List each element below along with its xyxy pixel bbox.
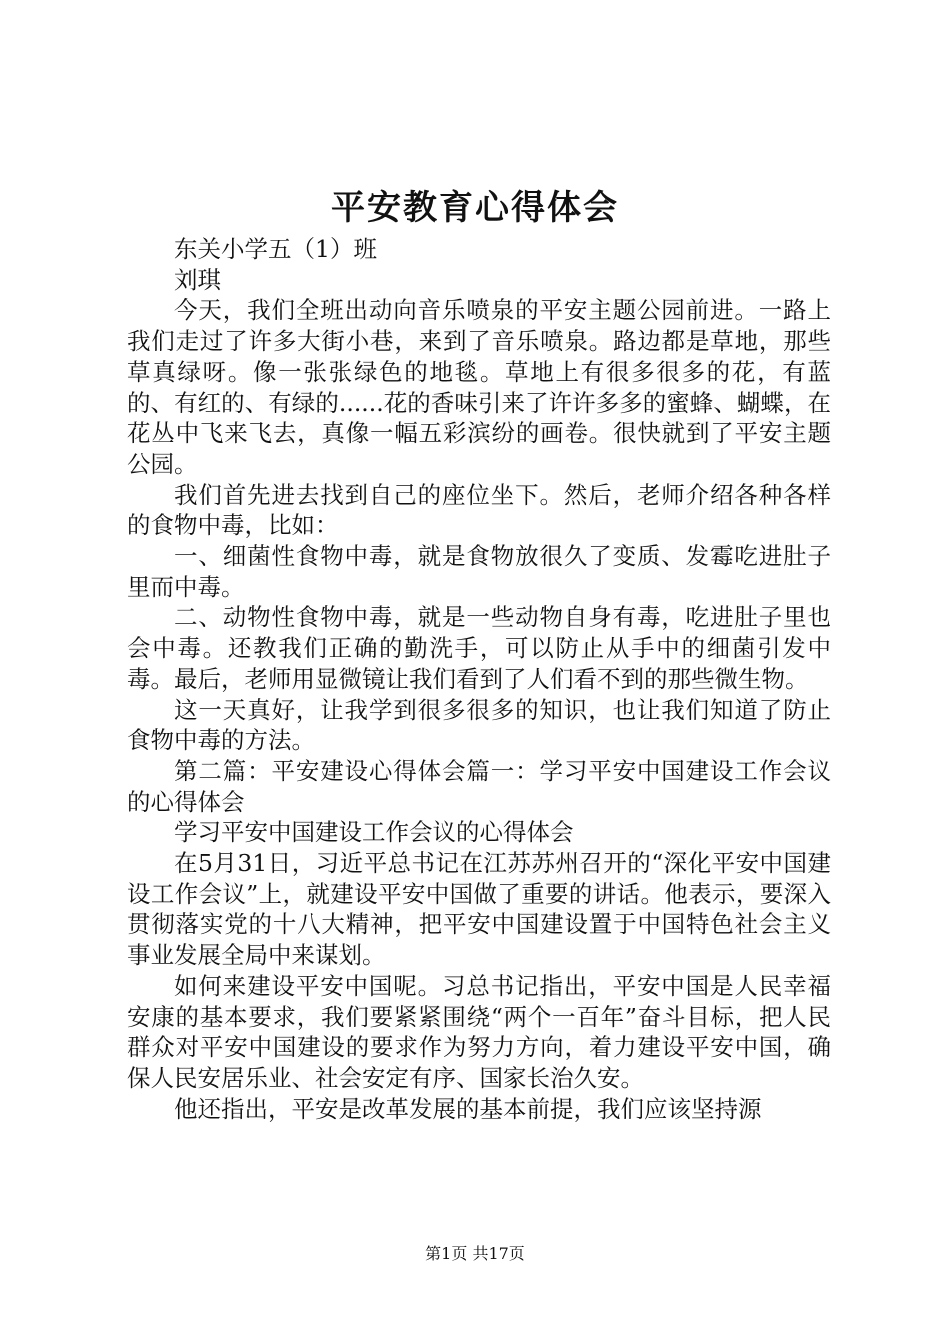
paragraph: 在5月31日，习近平总书记在江苏苏州召开的“深化平安中国建设工作会议”上，就建设平安中国做了重要的讲话。他表示，要深入贯彻落实党的十八大精神，把平安中国建设置于中国特色社会主义事业发展全局中来谋划。 [127,849,831,970]
class-line: 东关小学五（1）班 [174,235,377,263]
paragraph: 今天，我们全班出动向音乐喷泉的平安主题公园前进。一路上我们走过了许多大街小巷，来到了音乐喷泉。路边都是草地，那些草真绿呀。像一张张绿色的地毯。草地上有很多很多的花，有蓝的、有红的、有绿的......花的香味引来了许许多多的蜜蜂、蝴蝶，在花丛中飞来飞去，真像一幅五彩滨纷的画卷。很快就到了平安主题公园。 [127,296,831,478]
document-body [127,234,831,1124]
paragraph: 我们首先进去找到自己的座位坐下。然后，老师介绍各种各样的食物中毒，比如： [127,480,831,540]
paragraph: 这一天真好，让我学到很多很多的知识，也让我们知道了防止食物中毒的方法。 [127,695,831,755]
document-title: 平安教育心得体会 [331,188,619,228]
paragraph: 如何来建设平安中国呢。习总书记指出，平安中国是人民幸福安康的基本要求，我们要紧紧围绕“两个一百年”奋斗目标，把人民群众对平安中国建设的要求作为努力方向，着力建设平安中国，确保人民安居乐业、社会安定有序、国家长治久安。 [127,971,831,1092]
paragraph: 一、细菌性食物中毒，就是食物放很久了变质、发霉吃进肚子里而中毒。 [127,542,831,601]
author-line: 刘琪 [174,265,221,294]
section-heading: 第二篇：平安建设心得体会篇一：学习平安中国建设工作会议的心得体会 [127,756,831,816]
page-footer: 第1页 共17页 [425,1244,525,1263]
paragraph: 他还指出，平安是改革发展的基本前提，我们应该坚持源 [174,1094,762,1123]
paragraph: 二、动物性食物中毒，就是一些动物自身有毒，吃进肚子里也会中毒。还教我们正确的勤洗手，可以防止从手中的细菌引发中毒。最后，老师用显微镜让我们看到了人们看不到的那些微生物。 [127,603,831,693]
subheading: 学习平安中国建设工作会议的心得体会 [174,818,574,847]
